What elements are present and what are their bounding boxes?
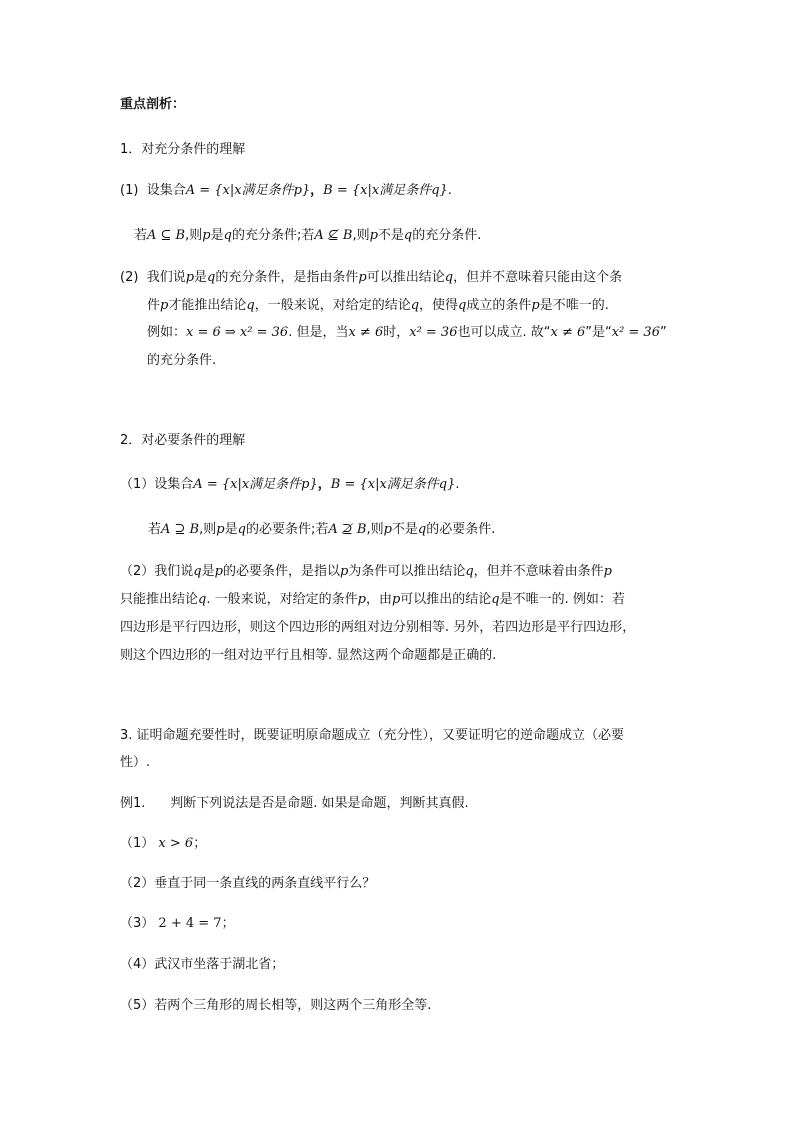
s3-line1: 3. 证明命题充要性时，既要证明原命题成立（充分性），又要证明它的逆命题成立（必要 [120, 728, 625, 743]
example-item-1: （1） x > 6； [120, 836, 207, 851]
example-item-4: （4）武汉市坐落于湖北省； [120, 957, 285, 972]
s2-title: 2．对必要条件的理解 [120, 433, 246, 448]
example-1: 例1. 判断下列说法是否是命题. 如果是命题，判断其真假. [120, 796, 469, 811]
s1-p2-line1: (2) 我们说p是q的充分条件，是指由条件p可以推出结论q，但并不意味着只能由这个条 [120, 270, 623, 285]
section-heading: 重点剖析： [120, 97, 186, 112]
s3-line2: 性）. [120, 755, 151, 770]
s2-p2-line1: （2）我们说q是p的必要条件，是指以p为条件可以推出结论q，但并不意味着由条件p [120, 564, 612, 579]
s2-p2-line3: 四边形是平行四边形，则这个四边形的两组对边分别相等. 另外，若四边形是平行四边形， [120, 620, 636, 635]
example-item-2: （2）垂直于同一条直线的两条直线平行么？ [120, 876, 376, 891]
s1-p2-line4: 的充分条件. [147, 353, 217, 368]
s2-p2-line4: 则这个四边形的一组对边平行且相等. 显然这两个命题都是正确的. [120, 648, 497, 663]
example-item-3: （3） 2 + 4 = 7； [120, 916, 235, 931]
s1-p1b: 若A ⊆ B,则p是q的充分条件;若A ⊈ B,则p不是q的充分条件. [134, 228, 482, 243]
s2-p2-line2: 只能推出结论q. 一般来说，对给定的条件p，由p可以推出的结论q是不唯一的. 例如：若 [120, 592, 625, 607]
s1-p2-line2: 件p才能推出结论q，一般来说，对给定的结论q，使得q成立的条件p是不唯一的. [147, 298, 609, 313]
s1-p1: (1) 设集合A = {x|x满足条件p}，B = {x|x满足条件q}. [120, 183, 452, 198]
s1-p2-line3: 例如：x = 6 ⇒ x² = 36. 但是，当x ≠ 6时，x² = 36也可以成立. 故“x ≠ 6”是“x² = 36” [147, 325, 667, 340]
s2-p1b: 若A ⊇ B,则p是q的必要条件;若A ⊉ B,则p不是q的必要条件. [148, 522, 496, 537]
example-item-5: （5）若两个三角形的周长相等，则这两个三角形全等. [120, 998, 432, 1013]
s2-p1: （1）设集合A = {x|x满足条件p}，B = {x|x满足条件q}. [120, 477, 460, 492]
s1-title: 1．对充分条件的理解 [120, 142, 246, 157]
